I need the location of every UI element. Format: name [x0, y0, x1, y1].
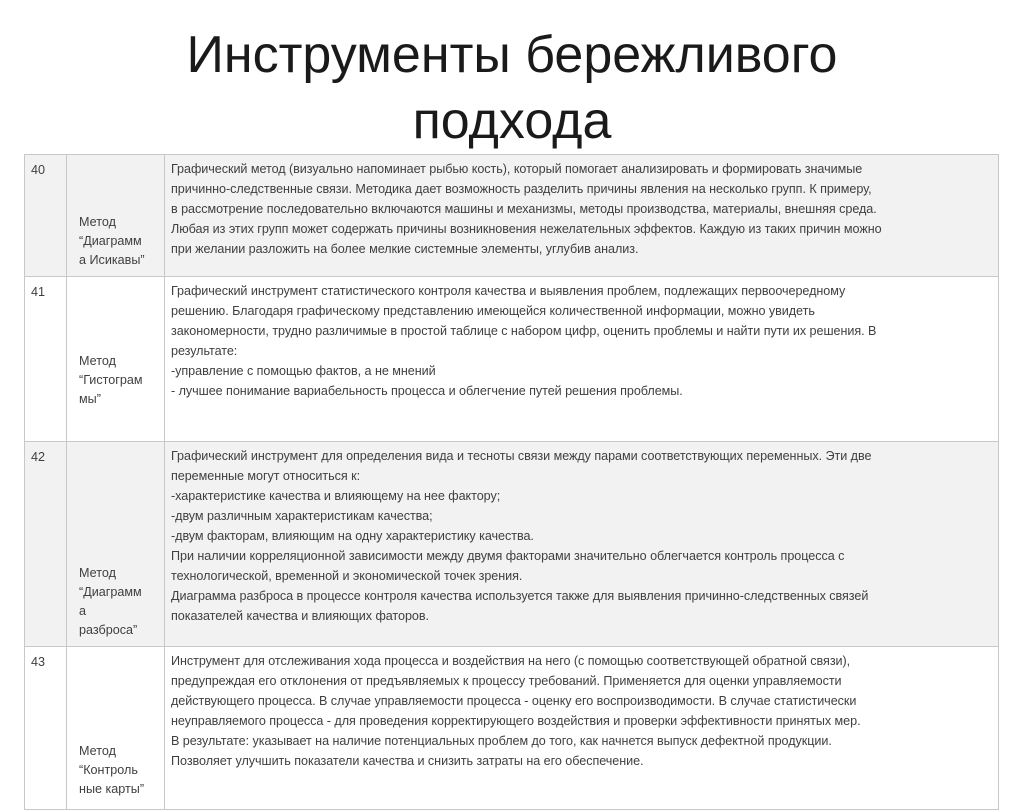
description-line: закономерности, трудно различимые в простой таблице с набором цифр, оценить проблемы и найти пути их решения. В [171, 324, 877, 338]
description-line: при желании разложить на более мелкие системные элементы, углубив анализ. [171, 242, 639, 256]
description-line: Диаграмма разброса в процессе контроля качества используется также для выявления причинно-следственных связей [171, 589, 869, 603]
description-line: неуправляемого процесса - для проведения корректирующего воздействия и проверки эффективности принятых мер. [171, 714, 861, 728]
method-description-cell [165, 155, 999, 277]
method-name-line: а Исикавы” [79, 253, 145, 267]
table-row [25, 647, 999, 810]
method-name-line: “Диаграмм [79, 234, 142, 248]
description-line: Позволяет улучшить показатели качества и снизить затраты на его обеспечение. [171, 754, 644, 768]
description-line: Инструмент для отслеживания хода процесса и воздействия на него (с помощью соответствующей обратной связи), [171, 654, 851, 668]
row-number-cell [25, 155, 67, 277]
table-row [25, 442, 999, 647]
method-name-cell [67, 647, 165, 810]
description-line: -двум факторам, влияющим на одну характеристику качества. [171, 529, 534, 543]
row-number-cell [25, 442, 67, 647]
description-line: технологической, временной и экономической точек зрения. [171, 569, 523, 583]
method-name-line: “Гистограм [79, 373, 143, 387]
method-name-line: Метод [79, 744, 116, 758]
description-line: предупреждая его отклонения от предъявляемых к процессу требований. Применяется для оценки управляемости [171, 674, 842, 688]
row-number: 41 [31, 285, 46, 299]
lean-tools-table [24, 154, 999, 810]
method-name-line: Метод [79, 215, 116, 229]
method-name-line: “Диаграмм [79, 585, 142, 599]
row-number-cell [25, 277, 67, 442]
method-name-line: ные карты” [79, 782, 145, 796]
description-line: В результате: указывает на наличие потенциальных проблем до того, как начнется выпуск дефектной продукции. [171, 734, 832, 748]
method-description-cell [165, 277, 999, 442]
description-line: Любая из этих групп может содержать причины возникновения нежелательных эффектов. Каждую из таких причин можно [171, 222, 882, 236]
description-line: решению. Благодаря графическому представлению имеющейся количественной информации, можно увидеть [171, 304, 815, 318]
table-row [25, 155, 999, 277]
description-line: действующего процесса. В случае управляемости процесса - оценку его воспроизводимости. В случае статистически [171, 694, 857, 708]
method-name-line: “Контроль [79, 763, 138, 777]
method-name-cell [67, 155, 165, 277]
method-name-line: Метод [79, 566, 116, 580]
description-line: Графический метод (визуально напоминает рыбью кость), который помогает анализировать и формировать значимые [171, 162, 863, 176]
slide-title [0, 22, 1024, 154]
method-name-line: Метод [79, 354, 116, 368]
description-line: -управление с помощью фактов, а не мнений [171, 364, 436, 378]
method-name-cell [67, 277, 165, 442]
description-line: причинно-следственные связи. Методика дает возможность разделить причины явления на несколько групп. К примеру, [171, 182, 872, 196]
slide-title-line-2: подхода [412, 92, 612, 150]
description-line: -двум различным характеристикам качества; [171, 509, 433, 523]
row-number-cell [25, 647, 67, 810]
row-number: 40 [31, 163, 46, 177]
description-line: в рассмотрение последовательно включаются машины и механизмы, методы производства, материалы, внешняя среда. [171, 202, 877, 216]
description-line: показателей качества и влияющих фаторов. [171, 609, 429, 623]
row-number: 43 [31, 655, 46, 669]
description-line: переменные могут относиться к: [171, 469, 361, 483]
slide-title-line-1: Инструменты бережливого [186, 26, 838, 84]
description-line: Графический инструмент для определения вида и тесноты связи между парами соответствующих переменных. Эти две [171, 449, 872, 463]
description-line: результате: [171, 344, 238, 358]
description-line: Графический инструмент статистического контроля качества и выявления проблем, подлежащих первоочередному [171, 284, 846, 298]
description-line: При наличии корреляционной зависимости между двумя факторами значительно облегчается контроль процесса с [171, 549, 845, 563]
description-line: -характеристике качества и влияющему на нее фактору; [171, 489, 501, 503]
method-name-cell [67, 442, 165, 647]
method-name-line: а [79, 604, 87, 618]
method-description-cell [165, 647, 999, 810]
table-row [25, 277, 999, 442]
method-name-line: мы” [79, 392, 101, 406]
description-line: - лучшее понимание вариабельность процесса и облегчение путей решения проблемы. [171, 384, 683, 398]
row-number: 42 [31, 450, 46, 464]
method-description-cell [165, 442, 999, 647]
method-name-line: разброса” [79, 623, 138, 637]
